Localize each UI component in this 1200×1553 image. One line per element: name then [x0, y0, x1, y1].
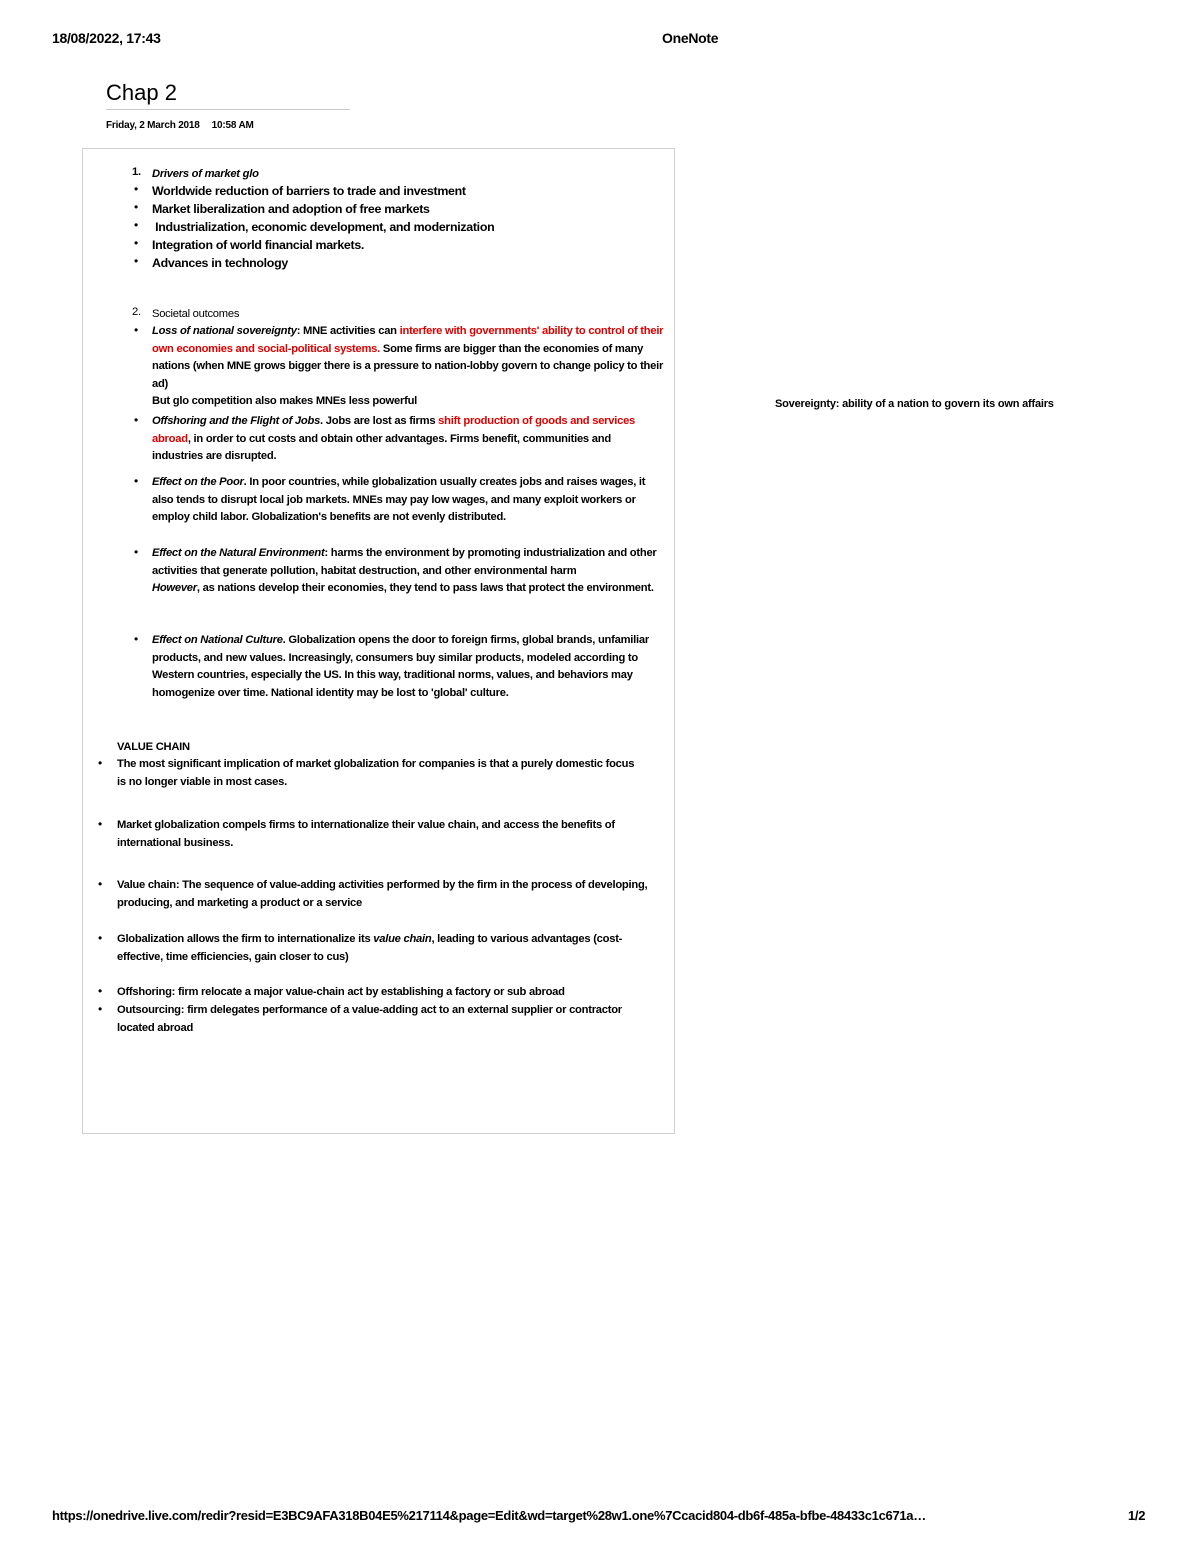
print-datetime: 18/08/2022, 17:43: [52, 30, 161, 46]
section2-number: 2.: [132, 306, 141, 318]
value-chain-term: Value chain: [117, 879, 176, 891]
bullet-icon: •: [98, 931, 103, 945]
bullet-icon: •: [134, 474, 139, 488]
bullet-icon: •: [98, 877, 103, 891]
environment-text2: , as nations develop their economies, they tend to pass laws that protect the environment.: [196, 582, 654, 594]
offshoring-text1: . Jobs are lost as firms: [320, 415, 439, 427]
poor-text: . In poor countries, while globalization usually creates jobs and raises wages, it also tends to disrupt local job markets. MNEs may pay low wages, and many exploit workers or employ child labor. Globalization's benefits are not evenly distributed.: [152, 476, 646, 523]
value-chain-heading: VALUE CHAIN: [117, 741, 190, 753]
sovereignty-paragraph: [152, 323, 672, 411]
section2-heading: Societal outcomes: [152, 308, 240, 320]
environment-term: Effect on the Natural Environment: [152, 547, 325, 559]
value-chain-item: Offshoring: firm relocate a major value-chain act by establishing a factory or sub abroad: [117, 986, 565, 998]
value-chain-item4-a: Globalization allows the firm to internationalize its: [117, 933, 374, 945]
bullet-icon: •: [134, 254, 139, 268]
value-chain-item: The most significant implication of market globalization for companies is that a purely domestic focus is no longer viable in most cases.: [117, 758, 635, 788]
culture-paragraph: [152, 632, 672, 702]
print-url: https://onedrive.live.com/redir?resid=E3BC9AFA318B04E5%217114&page=Edit&wd=target%28w1.one%7Ccacid804-db6f-485a-bfbe-48433c1c671a…: [52, 1508, 926, 1523]
sovereignty-extra: But glo competition also makes MNEs less powerful: [152, 395, 418, 407]
poor-term: Effect on the Poor: [152, 476, 244, 488]
bullet-icon: •: [134, 218, 139, 232]
bullet-icon: •: [98, 817, 103, 831]
bullet-icon: •: [134, 182, 139, 196]
section1-item: Integration of world financial markets.: [152, 238, 365, 252]
offshoring-highlight: shift production of goods and services abroad: [152, 415, 636, 445]
section1-item: Market liberalization and adoption of free markets: [152, 202, 430, 216]
value-chain-item4-b: , leading to various advantages (cost-effective, time efficiencies, gain closer to cus): [117, 933, 623, 963]
section1-item: Industrialization, economic development, and modernization: [152, 220, 495, 234]
section1-item: Advances in technology: [152, 256, 288, 270]
page-date-time: 10:58 AM: [211, 120, 254, 131]
poor-paragraph: [152, 474, 667, 527]
value-chain-item: [117, 931, 665, 966]
bullet-icon: •: [98, 984, 103, 998]
offshoring-text2: , in order to cut costs and obtain other advantages. Firms benefit, communities and industries are disrupted.: [152, 432, 611, 462]
bullet-icon: •: [134, 413, 139, 427]
value-chain-item: Outsourcing: firm delegates performance of a value-adding act to an external supplier or contractor located abroad: [117, 1004, 622, 1034]
value-chain-item: [117, 877, 662, 912]
section1-item: Worldwide reduction of barriers to trade and investment: [152, 184, 466, 198]
bullet-icon: •: [134, 200, 139, 214]
side-note: Sovereignty: ability of a nation to govern its own affairs: [775, 398, 1054, 410]
environment-however: However: [152, 582, 197, 594]
culture-text: . Globalization opens the door to foreign firms, global brands, unfamiliar products, and new values. Increasingly, consumers buy similar products, modeled according to Western countries, especially the US. In this way, traditional norms, values, and behaviors may homogenize over time. National identity may be lost to 'global' culture.: [152, 634, 649, 699]
section1-heading: Drivers of market glo: [152, 168, 259, 180]
sovereignty-term: Loss of national sovereignty: [152, 325, 297, 337]
sovereignty-colon: : MNE activities can: [296, 325, 400, 337]
page-date-day: Friday, 2 March 2018: [106, 120, 200, 131]
page-date: [106, 120, 254, 131]
bullet-icon: •: [134, 632, 139, 646]
bullet-icon: •: [134, 323, 139, 337]
page-title: Chap 2: [106, 80, 350, 110]
print-page-number: 1/2: [1128, 1508, 1146, 1523]
culture-term: Effect on National Culture: [152, 634, 283, 646]
value-chain-definition: : The sequence of value-adding activities performed by the firm in the process of developing, producing, and marketing a product or a service: [117, 879, 648, 909]
value-chain-item: Market globalization compels firms to internationalize their value chain, and access the benefits of international business.: [117, 819, 615, 849]
value-chain-item4-italic: value chain: [373, 933, 432, 945]
sovereignty-highlight: interfere with governments' ability to control of their own economies and social-political systems.: [152, 325, 664, 355]
offshoring-paragraph: [152, 413, 662, 466]
section1-number: 1.: [132, 166, 141, 178]
sovereignty-rest: Some firms are bigger than the economies of many nations (when MNE grows bigger there is a pressure to nation-lobby govern to change policy to their ad): [152, 342, 664, 390]
print-app-name: OneNote: [662, 30, 719, 46]
bullet-icon: •: [134, 236, 139, 250]
environment-text: : harms the environment by promoting industrialization and other activities that generate pollution, habitat destruction, and other environmental harm: [152, 547, 657, 577]
environment-paragraph: [152, 545, 657, 598]
bullet-icon: •: [134, 545, 139, 559]
bullet-icon: •: [98, 756, 103, 770]
bullet-icon: •: [98, 1002, 103, 1016]
offshoring-term: Offshoring and the Flight of Jobs: [152, 415, 321, 427]
